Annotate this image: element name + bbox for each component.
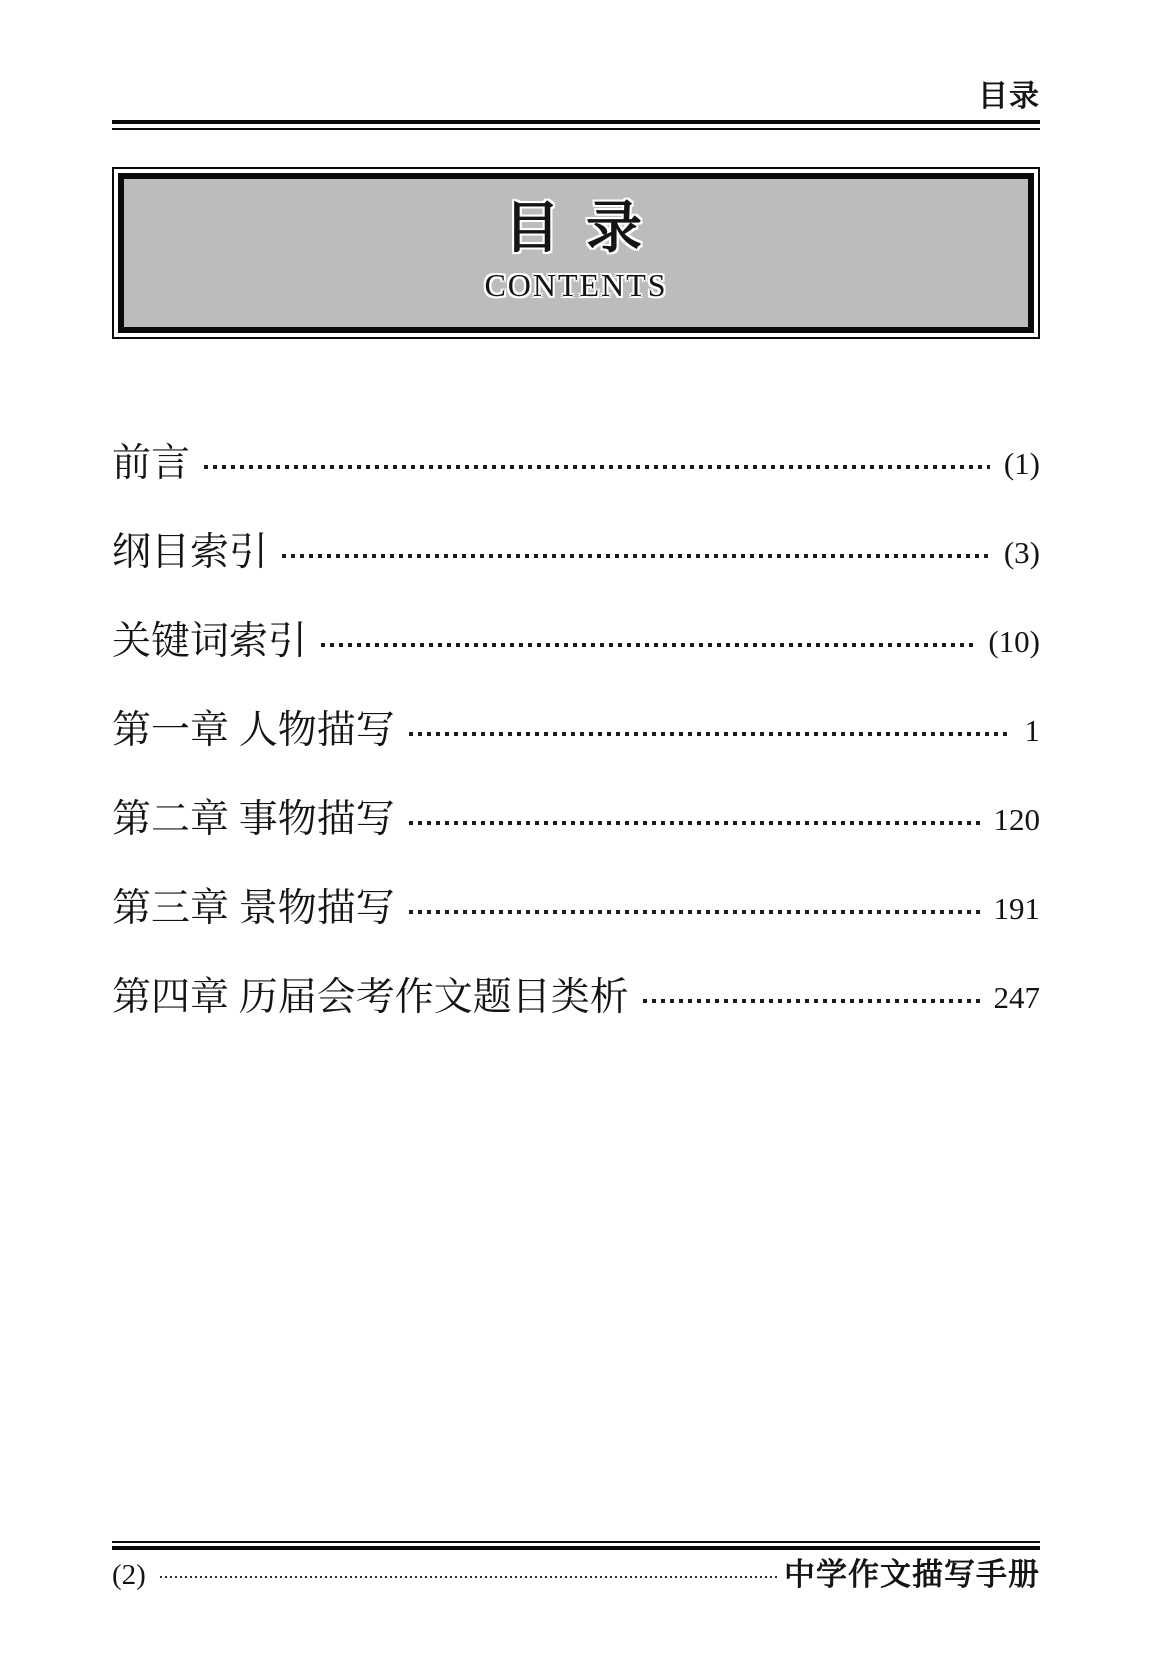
contents-title-box — [112, 167, 1040, 339]
dot-leader — [321, 643, 974, 647]
toc-list — [112, 419, 1040, 1042]
footer-book-title: 中学作文描写手册 — [784, 1557, 1040, 1592]
toc-entry-page: 120 — [993, 801, 1040, 837]
toc-entry-chapter-4 — [112, 953, 1040, 1042]
toc-entry-page: 1 — [1024, 712, 1040, 748]
toc-entry-page: (10) — [988, 623, 1040, 659]
toc-entry-keyword-index — [112, 597, 1040, 686]
page-header — [112, 0, 1040, 1042]
toc-entry-page: (3) — [1003, 534, 1040, 570]
toc-entry-label: 第二章 事物描写 — [112, 797, 395, 841]
toc-entry-page: 191 — [993, 890, 1040, 926]
contents-title-cn: 目 录 — [504, 198, 648, 260]
toc-entry-label: 前言 — [112, 441, 191, 485]
contents-title-box-inner — [118, 173, 1034, 333]
toc-entry-chapter-1 — [112, 686, 1040, 775]
toc-entry-chapter-3 — [112, 864, 1040, 953]
footer-row — [112, 1557, 1040, 1593]
dot-leader — [643, 999, 980, 1003]
dot-leader — [409, 732, 1011, 736]
footer-rule-thick — [112, 1546, 1040, 1550]
toc-entry-label: 第一章 人物描写 — [112, 708, 395, 752]
running-header-title: 目录 — [978, 80, 1040, 113]
page-footer — [112, 1541, 1040, 1593]
dot-leader — [409, 821, 980, 825]
header-double-rule — [112, 120, 1040, 130]
toc-entry-page: 247 — [993, 979, 1040, 1015]
toc-entry-page: (1) — [1003, 445, 1040, 481]
toc-entry-outline-index — [112, 508, 1040, 597]
footer-dot-leader — [160, 1576, 778, 1578]
toc-entry-preface — [112, 419, 1040, 508]
toc-entry-chapter-2 — [112, 775, 1040, 864]
dot-leader — [282, 554, 990, 558]
toc-entry-label: 纲目索引 — [112, 530, 269, 574]
toc-entry-label: 关键词索引 — [112, 619, 308, 663]
footer-double-rule — [112, 1541, 1040, 1550]
dot-leader — [204, 465, 990, 469]
toc-entry-label: 第四章 历届会考作文题目类析 — [112, 975, 629, 1019]
dot-leader — [409, 910, 980, 914]
toc-entry-label: 第三章 景物描写 — [112, 886, 395, 930]
header-rule-thin — [112, 128, 1040, 130]
contents-title-en: CONTENTS — [484, 267, 668, 303]
footer-page-number: (2) — [112, 1559, 146, 1591]
